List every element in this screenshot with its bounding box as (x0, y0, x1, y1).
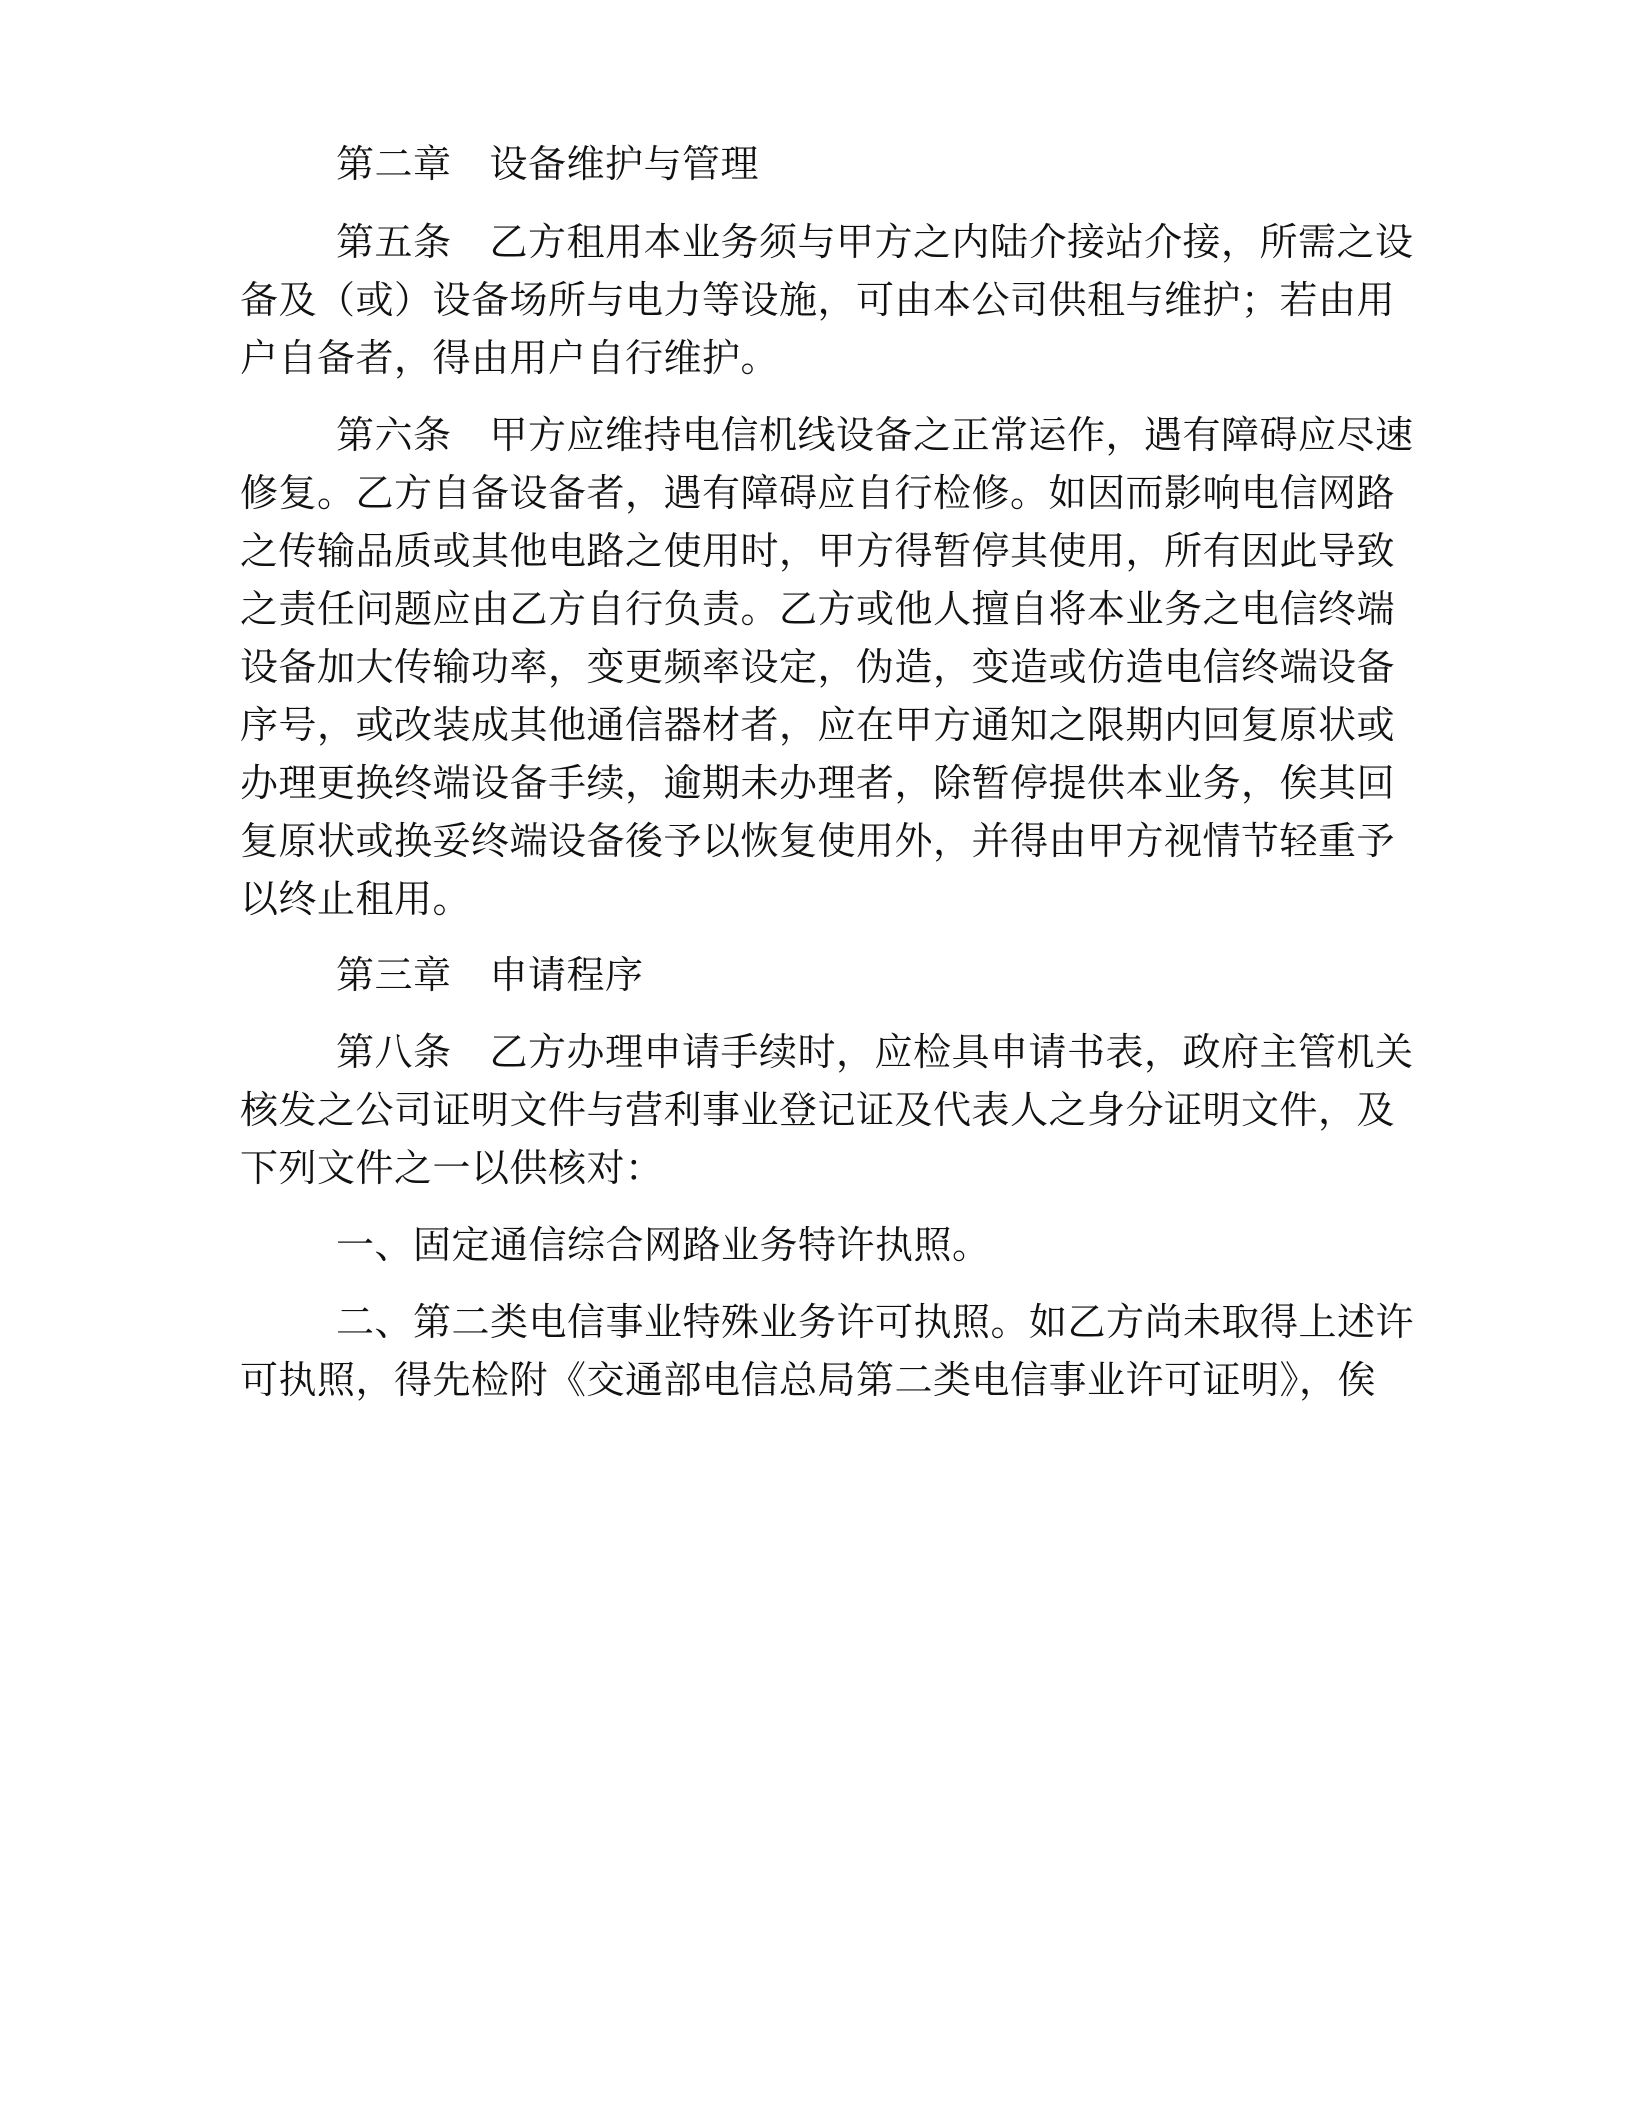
article-6-line-8: 复原状或换妥终端设备後予以恢复使用外，并得由甲方视情节轻重予 (240, 819, 1396, 863)
article-5-line-1 (336, 218, 1476, 266)
article-5-line-3: 户自备者，得由用户自行维护。 (240, 336, 780, 380)
list-item-2-line-1: 二、第二类电信事业特殊业务许可执照。如乙方尚未取得上述许 (336, 1300, 1415, 1344)
article-5-text-1: 乙方租用本业务须与甲方之内陆介接站介接，所需之设 (489, 220, 1414, 264)
article-6-line-9: 以终止租用。 (240, 877, 472, 921)
article-8-line-1 (336, 1028, 1476, 1076)
article-6-line-4: 之责任问题应由乙方自行负责。乙方或他人擅自将本业务之电信终端 (240, 587, 1396, 631)
article-6-line-2: 修复。乙方自备设备者，遇有障碍应自行检修。如因而影响电信网路 (240, 471, 1396, 515)
article-8-label: 第八条 (336, 1030, 452, 1074)
article-6-line-1 (336, 411, 1476, 459)
article-8-text-1: 乙方办理申请手续时，应检具申请书表，政府主管机关 (489, 1030, 1414, 1074)
article-8-line-2: 核发之公司证明文件与营利事业登记证及代表人之身分证明文件，及 (240, 1088, 1396, 1132)
article-6-line-3: 之传输品质或其他电路之使用时，甲方得暂停其使用，所有因此导致 (240, 529, 1396, 573)
article-6-line-5: 设备加大传输功率，变更频率设定，伪造，变造或仿造电信终端设备 (240, 645, 1396, 689)
list-item-1: 一、固定通信综合网路业务特许执照。 (336, 1223, 991, 1267)
article-5-label: 第五条 (336, 220, 452, 264)
chapter-2-label: 第二章 (336, 142, 452, 186)
chapter-3-label: 第三章 (336, 953, 452, 997)
article-6-line-7: 办理更换终端设备手续，逾期未办理者，除暂停提供本业务，俟其回 (240, 761, 1396, 805)
chapter-2-title: 设备维护与管理 (489, 142, 760, 186)
chapter-3-title: 申请程序 (489, 953, 644, 997)
article-6-text-1: 甲方应维持电信机线设备之正常运作，遇有障碍应尽速 (489, 413, 1414, 457)
chapter-2-heading (336, 140, 1476, 188)
article-8-line-3: 下列文件之一以供核对： (240, 1146, 664, 1190)
article-5-line-2: 备及（或）设备场所与电力等设施，可由本公司供租与维护；若由用 (240, 278, 1396, 322)
article-6-line-6: 序号，或改装成其他通信器材者，应在甲方通知之限期内回复原状或 (240, 703, 1396, 747)
chapter-3-heading (336, 951, 1476, 999)
article-6-label: 第六条 (336, 413, 452, 457)
list-item-2-line-2: 可执照，得先检附《交通部电信总局第二类电信事业许可证明》，俟 (240, 1358, 1377, 1402)
